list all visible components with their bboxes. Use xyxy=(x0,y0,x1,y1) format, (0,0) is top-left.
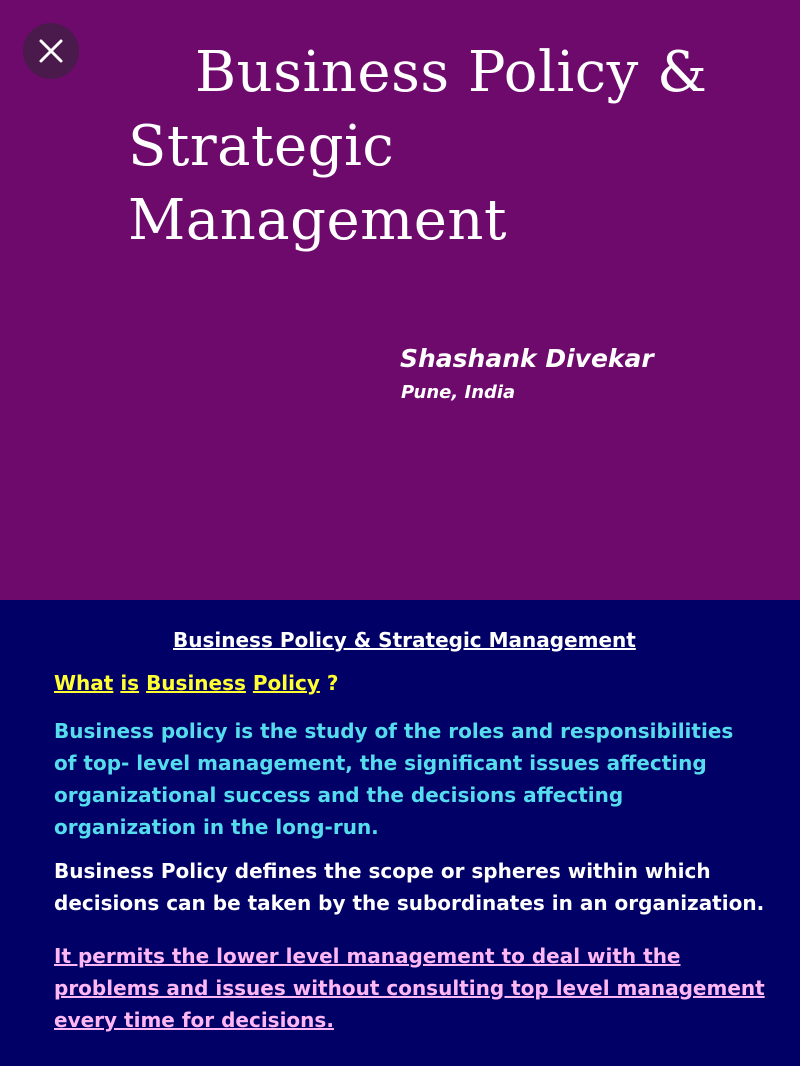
author-location: Pune, India xyxy=(401,382,516,403)
close-button[interactable] xyxy=(23,23,79,79)
paragraph-1-line-2: of top- level management, the significant issues affecting xyxy=(54,751,707,775)
paragraph-3-line-2: problems and issues without consulting top level management xyxy=(54,976,765,1000)
paragraph-2-line-2: decisions can be taken by the subordinates in an organization. xyxy=(54,891,765,915)
paragraph-1-line-3: organizational success and the decisions affecting xyxy=(54,783,624,807)
content-slide-heading: Business Policy & Strategic Management xyxy=(173,628,636,652)
question-word-is: is xyxy=(120,671,140,695)
page-bottom-margin xyxy=(0,1066,800,1081)
paragraph-3-line-1: It permits the lower level management to deal with the xyxy=(54,944,681,968)
question-word-what: What xyxy=(54,671,114,695)
question-word-policy: Policy xyxy=(252,671,320,695)
author-name: Shashank Divekar xyxy=(400,344,654,373)
slide-title-line-2: Strategic xyxy=(128,114,395,179)
paragraph-2-line-1: Business Policy defines the scope or spheres within which xyxy=(54,859,711,883)
close-icon xyxy=(38,38,64,64)
question-line xyxy=(54,667,338,699)
paragraph-3-line-3: every time for decisions. xyxy=(54,1008,334,1032)
slide-title-line-3: Management xyxy=(128,188,507,253)
question-word-business: Business xyxy=(146,671,246,695)
slide-title-line-1: Business Policy & xyxy=(195,40,708,105)
paragraph-1-line-1: Business policy is the study of the roles and responsibilities xyxy=(54,719,734,743)
question-mark: ? xyxy=(319,671,339,695)
paragraph-1-line-4: organization in the long-run. xyxy=(54,815,379,839)
